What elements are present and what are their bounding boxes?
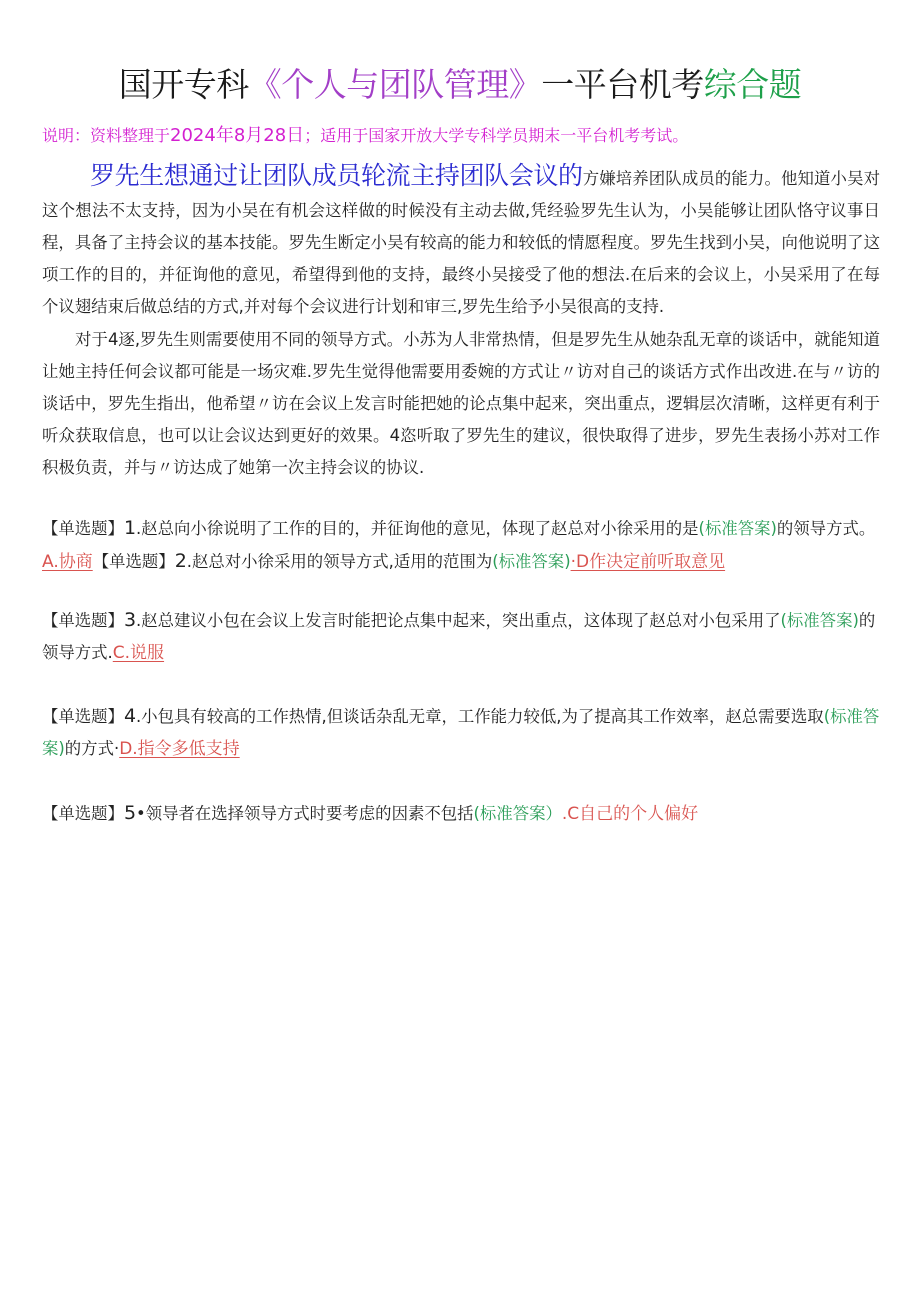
note-part-1: 说明：资料整理于 <box>42 126 171 145</box>
question-4-tail: 的方式· <box>64 739 120 758</box>
question-1-tail: 的领导方式。 <box>776 519 876 538</box>
question-2-number: 2 <box>174 550 187 572</box>
title-part-2: 《个人与团队管理》 <box>248 65 542 104</box>
question-5-answer: .C自己的个人偏好 <box>561 804 699 824</box>
question-1-number: 1 <box>123 517 137 539</box>
case-paragraph-1-text: 方嫌培养团队成员的能力。他知道小吴对这个想法不太支持，因为小吴在有机会这样做的时候没有主动去做,凭经验罗先生认为，小吴能够让团队恪守议事日程，具备了主持会议的基本技能。罗先生断定小吴有较高的能力和较低的情愿程度。罗先生找到小吴，向他说明了这项工作的目的，并征询他的意见，希望得到他的支持，最终小吴接受了他的想法.在后来的会议上，小吴采用了在每个议翅结束后做总结的方式,并对每个会议进行计划和审三,罗先生给予小吴很高的支持. <box>42 169 880 316</box>
case-paragraph-2-text: 对于4逐,罗先生则需要使用不同的领导方式。小苏为人非常热情，但是罗先生从她杂乱无章的谈话中，就能知道让她主持任何会议都可能是一场灾难.罗先生觉得他需要用委婉的方式让〃访对自己的谈话方式作出改进.在与〃访的谈话中，罗先生指出，他希望〃访在会议上发言时能把她的论点集中起来，突出重点，逻辑层次清晰，这样更有利于听众获取信息，也可以让会议达到更好的效果。4恣听取了罗先生的建议，很快取得了进步，罗先生表扬小苏对工作积极负责，并与〃访达成了她第一次主持会议的协议. <box>42 330 880 477</box>
question-5-tag: 【单选题】 <box>42 804 124 823</box>
question-1-2 <box>42 512 880 578</box>
question-3-std-answer: (标准答案) <box>780 611 859 630</box>
note-date: 2024年8月28日 <box>170 125 305 146</box>
title-part-4: 综合题 <box>703 65 802 104</box>
question-1-std-answer: (标准答案) <box>698 519 777 538</box>
question-3 <box>42 604 880 669</box>
question-3-tag: 【单选题】 <box>42 611 124 630</box>
question-4-answer: D.指令多低支持 <box>119 739 240 759</box>
question-4-tag: 【单选题】 <box>42 707 124 726</box>
note-line <box>42 124 688 148</box>
question-1-answer: A.协商 <box>42 552 93 572</box>
question-2-tag: 【单选题】 <box>92 552 175 571</box>
question-4 <box>42 700 880 765</box>
question-1-tag: 【单选题】 <box>42 519 124 538</box>
question-2-answer: ·D作决定前听取意见 <box>570 552 726 572</box>
question-2-std-answer: (标准答案) <box>492 552 571 571</box>
question-4-text: .小包具有较高的工作热情,但谈话杂乱无章，工作能力较低,为了提高其工作效率，赵总需要选取 <box>136 707 824 726</box>
question-4-number: 4 <box>123 705 137 727</box>
question-5-std-answer: (标准答案） <box>473 804 562 823</box>
note-part-3: ；适用于国家开放大学专科学员期末一平台机考考试。 <box>304 126 689 145</box>
question-2-text: .赵总对小徐采用的领导方式,适用的范围为 <box>186 552 493 571</box>
question-5 <box>42 797 880 830</box>
case-lead-text: 罗先生想通过让团队成员轮流主持团队会议的 <box>90 161 583 190</box>
question-3-tail: 的领导方式. <box>42 611 876 662</box>
question-1-text: .赵总向小徐说明了工作的目的，并征询他的意见，体现了赵总对小徐采用的是 <box>136 519 699 538</box>
case-paragraph-2 <box>42 324 880 484</box>
case-paragraph-1 <box>42 160 880 323</box>
title-part-1: 国开专科 <box>118 65 249 104</box>
question-5-text: •领导者在选择领导方式时要考虑的因素不包括 <box>136 804 474 823</box>
question-3-number: 3 <box>123 609 137 631</box>
question-4-std-answer: (标准答案) <box>42 707 880 758</box>
question-3-answer: C.说服 <box>112 643 165 663</box>
title-part-3: 一平台机考 <box>541 65 704 104</box>
question-3-text: .赵总建议小包在会议上发言时能把论点集中起来，突出重点，这体现了赵总对小包采用了 <box>136 611 781 630</box>
page-title <box>0 62 920 108</box>
question-5-number: 5 <box>123 802 137 824</box>
